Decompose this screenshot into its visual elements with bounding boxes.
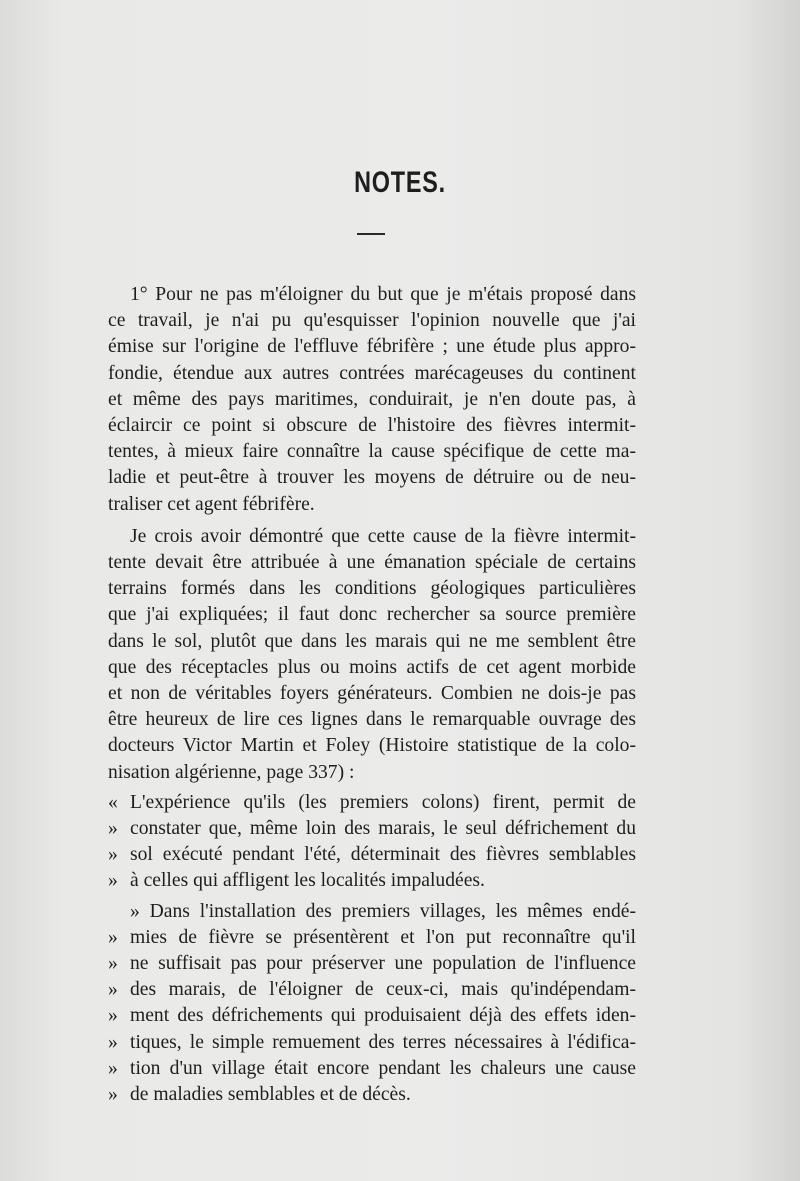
quote-mark: » [108, 926, 118, 948]
quote-line [108, 951, 636, 977]
quote-text: » Dans l'installation des premiers villages, les mêmes endé- [130, 900, 636, 922]
text-line: et même des pays maritimes, conduirait, je n'en doute pas, à [108, 388, 636, 410]
quote-text: tiques, le simple remuement des terres nécessaires à l'édifica- [130, 1031, 636, 1053]
text-line: éclaircir ce point si obscure de l'histoire des fièvres intermit- [108, 415, 636, 437]
quote-line [108, 868, 636, 894]
quote-line [108, 1056, 636, 1082]
quote-mark: » [108, 870, 118, 892]
text-line: ce travail, je n'ai pu qu'esquisser l'opinion nouvelle que j'ai [108, 310, 636, 332]
quote-text: à celles qui affligent les localités impaludées. [130, 870, 485, 892]
text-line: émise sur l'origine de l'effluve fébrifère ; une étude plus appro- [108, 336, 636, 358]
quote-line [108, 816, 636, 842]
quote-line [108, 790, 636, 816]
quote-line [108, 1030, 636, 1056]
quote-mark: » [108, 979, 118, 1001]
quote-text: ment des défrichements qui produisaient déjà des effets iden- [130, 1005, 636, 1027]
quote-mark: « [108, 791, 118, 813]
quote-text: L'expérience qu'ils (les premiers colons) firent, permit de [130, 791, 636, 813]
quote-text: tion d'un village était encore pendant les chaleurs une cause [130, 1057, 636, 1079]
text-line: fondie, étendue aux autres contrées marécageuses du continent [108, 362, 636, 384]
quotation-2 [108, 899, 636, 1109]
text-line: que j'ai expliquées; il faut donc rechercher sa source première [108, 604, 636, 626]
quote-mark: » [108, 1057, 118, 1079]
body-text [108, 282, 636, 1108]
text-line: ladie et peut-être à trouver les moyens de détruire ou de neu- [108, 467, 636, 489]
quote-line [108, 842, 636, 868]
text-line: Je crois avoir démontré que cette cause de la fièvre intermit- [130, 525, 636, 547]
quote-mark: » [108, 844, 118, 866]
quote-text: de maladies semblables et de décès. [130, 1084, 411, 1106]
text-line: dans le sol, plutôt que dans les marais qui ne me semblent être [108, 630, 636, 652]
text-line: et non de véritables foyers générateurs. Combien ne dois-je pas [108, 683, 636, 705]
quote-line [108, 899, 636, 925]
text-line: nisation algérienne, page 337) : [108, 761, 355, 783]
quote-mark: » [108, 1084, 118, 1106]
quote-line [108, 925, 636, 951]
quote-text: ne suffisait pas pour préserver une population de l'influence [130, 953, 636, 975]
title-rule [357, 233, 385, 235]
text-line: tentes, à mieux faire connaître la cause spécifique de cette ma- [108, 441, 636, 463]
paragraph-1 [108, 282, 636, 518]
quote-line [108, 977, 636, 1003]
quote-mark: » [108, 953, 118, 975]
text-line: 1° Pour ne pas m'éloigner du but que je m'étais proposé dans [130, 284, 636, 305]
quote-text: mies de fièvre se présentèrent et l'on put reconnaître qu'il [130, 926, 636, 948]
quote-line [108, 1003, 636, 1029]
quote-text: sol exécuté pendant l'été, déterminait des fièvres semblables [130, 844, 636, 866]
text-line: traliser cet agent fébrifère. [108, 493, 315, 515]
paragraph-2 [108, 524, 636, 786]
quote-mark: » [108, 1031, 118, 1053]
page-title: NOTES. [354, 166, 446, 199]
quote-line [108, 1082, 636, 1108]
text-line: tente devait être attribuée à une émanation spéciale de certains [108, 552, 636, 574]
text-line: terrains formés dans les conditions géologiques particulières [108, 578, 636, 600]
quote-text: constater que, même loin des marais, le seul défrichement du [130, 818, 636, 840]
text-line: docteurs Victor Martin et Foley (Histoire statistique de la colo- [108, 735, 636, 757]
quote-mark: » [108, 818, 118, 840]
quote-mark: » [108, 1005, 118, 1027]
quote-text: des marais, de l'éloigner de ceux-ci, mais qu'indépendam- [130, 979, 636, 1001]
quotation-1 [108, 790, 636, 895]
text-line: être heureux de lire ces lignes dans le remarquable ouvrage des [108, 709, 636, 731]
text-line: que des réceptacles plus ou moins actifs de cet agent morbide [108, 656, 636, 678]
